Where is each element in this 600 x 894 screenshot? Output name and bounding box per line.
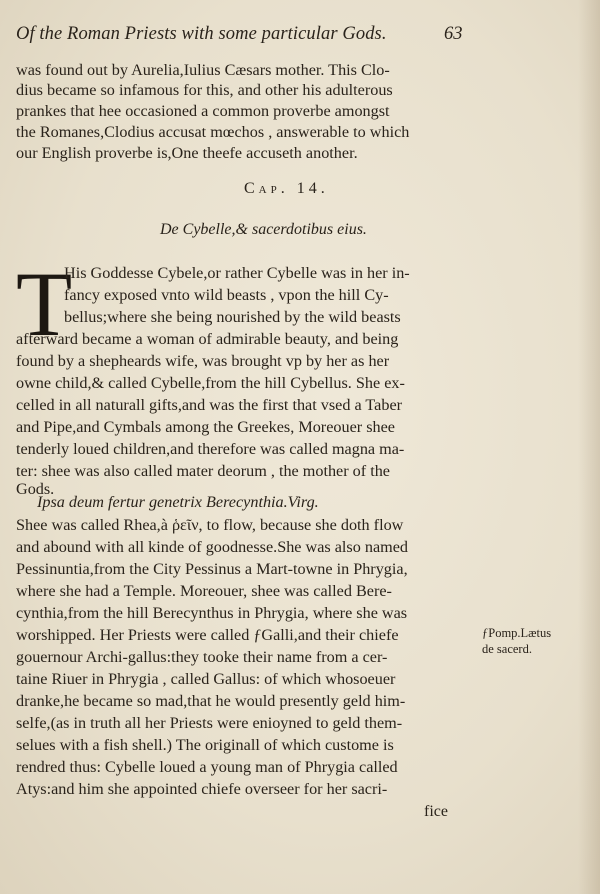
text-line: fancy exposed vnto wild beasts , vpon the hill Cy- xyxy=(64,286,389,304)
text-line: our English proverbe is,One theefe accuseth another. xyxy=(16,144,358,162)
text-line: rendred thus: Cybelle loued a young man of Phrygia called xyxy=(16,758,398,776)
text-line: prankes that hee occasioned a common proverbe amongst xyxy=(16,102,390,120)
drop-capital: T xyxy=(16,253,73,355)
text-line: taine Riuer in Phrygia , called Gallus: of which whosoeuer xyxy=(16,670,396,688)
text-line: ter: shee was also called mater deorum , the mother of the xyxy=(16,462,390,480)
text-line: dranke,he became so mad,that he would presently geld him- xyxy=(16,692,406,710)
text-line: owne child,& called Cybelle,from the hill Cybellus. She ex- xyxy=(16,374,405,392)
chapter-number: Cap. 14. xyxy=(244,180,329,197)
text-line: Shee was called Rhea,à ῥεῖν, to flow, because she doth flow xyxy=(16,516,404,534)
text-line: celled in all naturall gifts,and was the first that vsed a Taber xyxy=(16,396,403,414)
text-line: selues with a fish shell.) The originall of which custome is xyxy=(16,736,394,754)
text-line: was found out by Aurelia,Iulius Cæsars mother. This Clo- xyxy=(16,61,390,79)
text-line: the Romanes,Clodius accusat mœchos , answerable to which xyxy=(16,123,410,141)
page-number: 63 xyxy=(444,24,463,44)
text-line: bellus;where she being nourished by the wild beasts xyxy=(64,308,401,326)
running-title: Of the Roman Priests with some particular Gods. xyxy=(16,24,387,44)
text-line: afterward became a woman of admirable beauty, and being xyxy=(16,330,399,348)
text-line: cynthia,from the hill Berecynthus in Phrygia, where she was xyxy=(16,604,408,622)
text-line: dius became so infamous for this, and other his adulterous xyxy=(16,81,393,99)
catchword: fice xyxy=(424,803,448,820)
text-line: His Goddesse Cybele,or rather Cybelle was in her in- xyxy=(64,264,410,282)
margin-note-line: de sacerd. xyxy=(482,642,532,656)
chapter-title: De Cybelle,& sacerdotibus eius. xyxy=(160,221,367,238)
margin-note-line: ƒPomp.Lætus xyxy=(482,626,552,640)
text-line: and Pipe,and Cymbals among the Greekes, Moreouer shee xyxy=(16,418,395,436)
text-line: Pessinuntia,from the City Pessinus a Mart-towne in Phrygia, xyxy=(16,560,408,578)
text-line: found by a shepheards wife, was brought vp by her as her xyxy=(16,352,390,370)
text-line: and abound with all kinde of goodnesse.She was also named xyxy=(16,538,409,556)
page-edge-shadow xyxy=(578,0,600,894)
text-line: where she had a Temple. Moreouer, shee was called Bere- xyxy=(16,582,392,600)
text-line: Gods. xyxy=(16,480,55,498)
text-line: tenderly loued children,and therefore was called magna ma- xyxy=(16,440,405,458)
text-line: worshipped. Her Priests were called ƒGalli,and their chiefe xyxy=(16,626,399,644)
text-line: gouernour Archi-gallus:they tooke their name from a cer- xyxy=(16,648,388,666)
text-line: Atys:and him she appointed chiefe overseer for her sacri- xyxy=(16,780,388,798)
verse-quote: Ipsa deum fertur genetrix Berecynthia.Virg. xyxy=(37,493,319,511)
text-line: selfe,(as in truth all her Priests were enioyned to geld them- xyxy=(16,714,403,732)
